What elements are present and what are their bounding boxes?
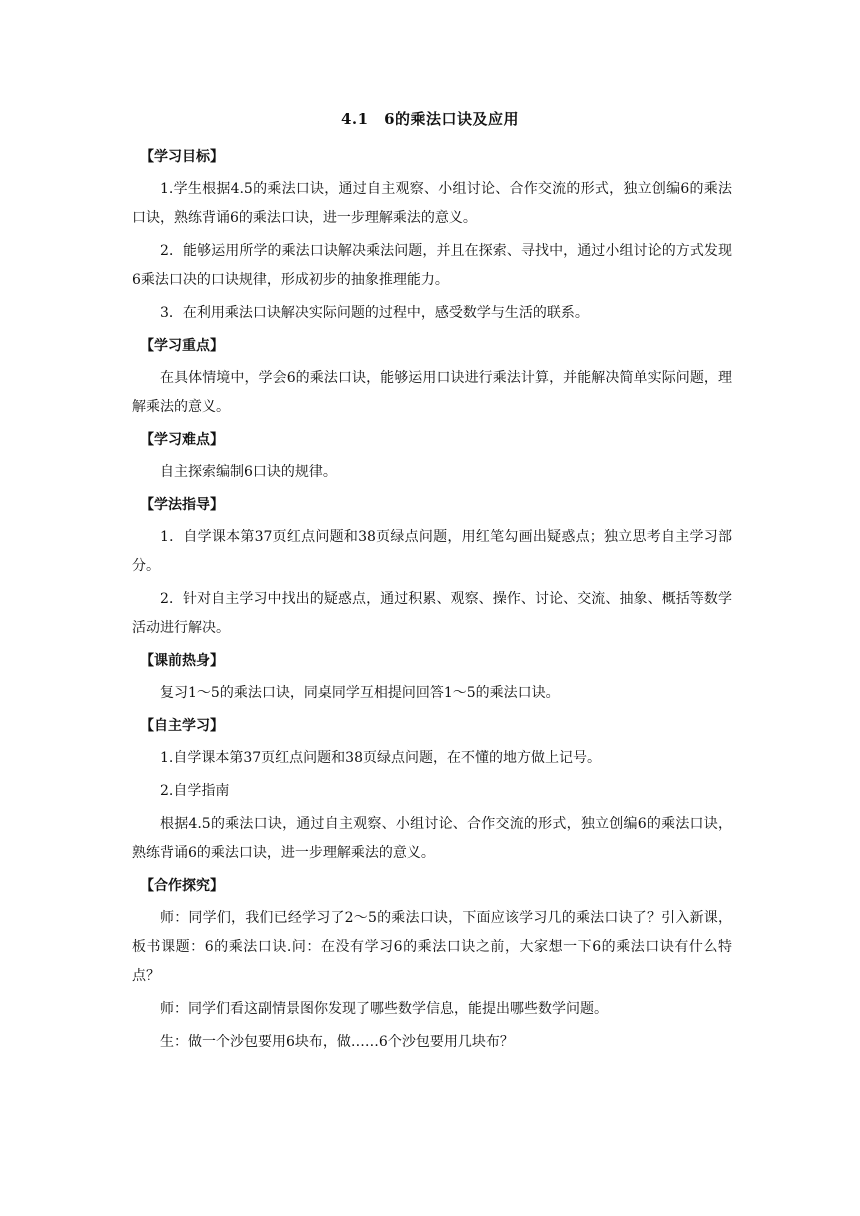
paragraph: 1.自学课本第37页红点问题和38页绿点问题，在不懂的地方做上记号。 [160,750,601,766]
section-heading-goals: 【学习目标】 [140,149,224,165]
paragraph: 生：做一个沙包要用6块布，做……6个沙包要用几块布？ [160,1034,514,1050]
paragraph: 自主探索编制6口诀的规律。 [160,464,337,480]
paragraph: 3．在利用乘法口诀解决实际问题的过程中，感受数学与生活的联系。 [160,305,589,321]
paragraph: 2．针对自主学习中找出的疑惑点，通过积累、观察、操作、讨论、交流、抽象、概括等数学活动进行解决。 [132,591,732,636]
document-body [132,140,732,1061]
paragraph: 师：同学们看这副情景图你发现了哪些数学信息，能提出哪些数学问题。 [160,1001,608,1017]
page-title: 4.1 6的乘法口诀及应用 [340,110,520,128]
paragraph: 1．自学课本第37页红点问题和38页绿点问题，用红笔勾画出疑惑点；独立思考自主学习部分。 [132,529,732,574]
paragraph: 2.自学指南 [160,783,230,799]
section-heading-warmup: 【课前热身】 [140,653,224,669]
paragraph: 1.学生根据4.5的乘法口诀，通过自主观察、小组讨论、合作交流的形式，独立创编6的乘法口诀，熟练背诵6的乘法口诀，进一步理解乘法的意义。 [132,181,732,226]
section-heading-self-study: 【自主学习】 [140,718,224,734]
paragraph: 2．能够运用所学的乘法口诀解决乘法问题，并且在探索、寻找中，通过小组讨论的方式发现6乘法口决的口诀规律，形成初步的抽象推理能力。 [132,243,732,288]
section-heading-cooperative-inquiry: 【合作探究】 [140,878,224,894]
paragraph: 在具体情境中，学会6的乘法口诀，能够运用口诀进行乘法计算，并能解决简单实际问题，理解乘法的意义。 [132,370,732,415]
section-heading-difficulties: 【学习难点】 [140,432,224,448]
section-heading-key-points: 【学习重点】 [140,338,224,354]
paragraph: 师：同学们，我们已经学习了2～5的乘法口诀，下面应该学习几的乘法口诀了？引入新课，板书课题：6的乘法口诀.问：在没有学习6的乘法口诀之前，大家想一下6的乘法口诀有什么特点？ [132,910,732,984]
paragraph: 根据4.5的乘法口诀，通过自主观察、小组讨论、合作交流的形式，独立创编6的乘法口诀，熟练背诵6的乘法口诀，进一步理解乘法的意义。 [132,816,732,861]
paragraph: 复习1～5的乘法口诀，同桌同学互相提问回答1～5的乘法口诀。 [160,685,560,701]
section-heading-method-guide: 【学法指导】 [140,497,224,513]
